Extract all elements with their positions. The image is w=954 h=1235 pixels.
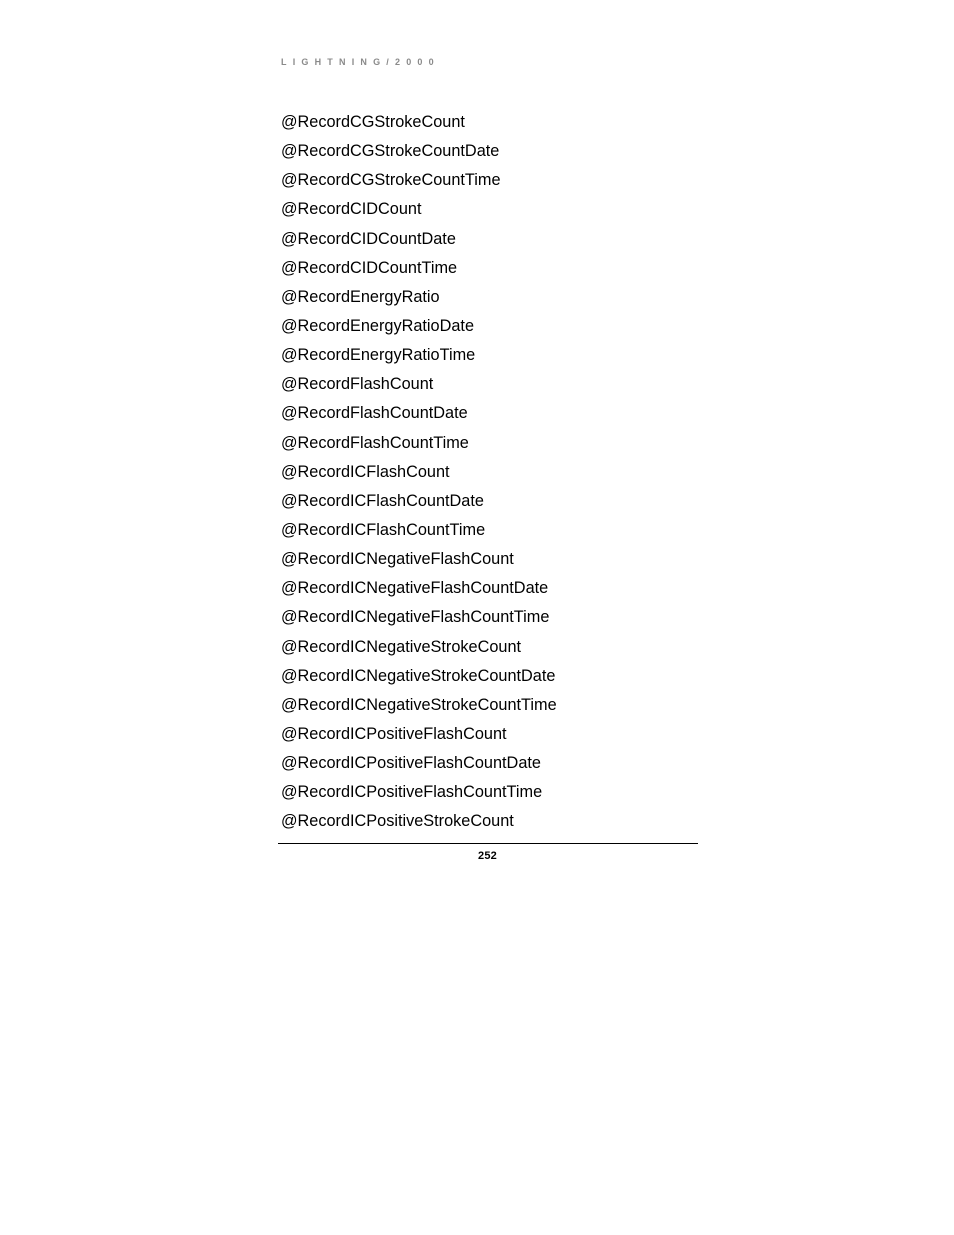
list-item: @RecordICFlashCountDate (281, 491, 484, 510)
variable-list (281, 108, 557, 837)
list-item: @RecordCIDCount (281, 200, 422, 219)
list-item: @RecordCIDCountDate (281, 229, 456, 248)
page-number: 252 (478, 850, 497, 862)
list-item: @RecordCGStrokeCountTime (281, 171, 501, 190)
list-item: @RecordICFlashCount (281, 462, 450, 481)
list-item: @RecordICNegativeStrokeCountTime (281, 695, 557, 714)
running-header-title: LIGHTNING/2000 (281, 57, 440, 67)
list-item: @RecordCGStrokeCountDate (281, 142, 500, 161)
list-item: @RecordICNegativeStrokeCountDate (281, 666, 556, 685)
list-item: @RecordICPositiveFlashCountDate (281, 754, 541, 773)
list-item: @RecordICPositiveFlashCount (281, 724, 507, 743)
footer-divider (278, 843, 698, 844)
list-item: @RecordEnergyRatioTime (281, 346, 476, 365)
list-item: @RecordICNegativeFlashCountDate (281, 579, 549, 598)
list-item: @RecordICNegativeStrokeCount (281, 637, 522, 656)
list-item: @RecordICPositiveFlashCountTime (281, 783, 543, 802)
list-item: @RecordCIDCountTime (281, 258, 458, 277)
list-item: @RecordICNegativeFlashCountTime (281, 608, 550, 627)
list-item: @RecordFlashCountDate (281, 404, 468, 423)
list-item: @RecordFlashCountTime (281, 433, 469, 452)
list-item: @RecordICNegativeFlashCount (281, 550, 514, 569)
list-item: @RecordICFlashCountTime (281, 520, 486, 539)
list-item: @RecordICPositiveStrokeCount (281, 812, 514, 831)
list-item: @RecordEnergyRatioDate (281, 316, 474, 335)
list-item: @RecordCGStrokeCount (281, 113, 465, 131)
list-item: @RecordFlashCount (281, 375, 434, 394)
list-item: @RecordEnergyRatio (281, 287, 440, 306)
